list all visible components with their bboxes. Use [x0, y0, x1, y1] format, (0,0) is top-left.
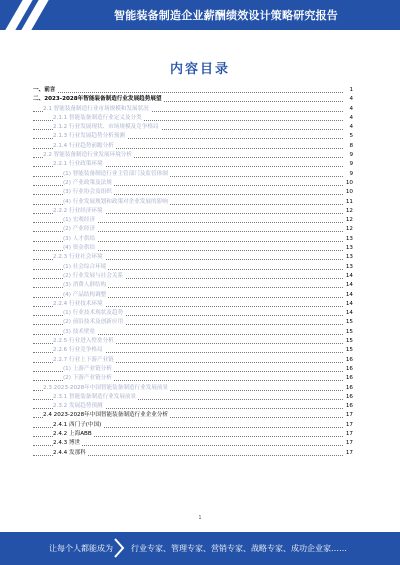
toc-entry-label: 2.4.2 上海ABB	[53, 430, 94, 439]
toc-entry-label: 2.2.2 行业经济环境	[53, 207, 105, 216]
toc-entry-page: 14	[344, 300, 353, 309]
toc-entry-label: 2.4.3 博世	[53, 439, 82, 448]
toc-entry-page: 13	[344, 235, 353, 244]
header-bar	[0, 0, 400, 30]
toc-entry-page: 15	[344, 328, 353, 337]
toc-entry-page: 14	[344, 272, 353, 281]
toc-entry-label: 2.4.1 西门子(中国)	[53, 421, 103, 430]
toc-entry[interactable]	[33, 281, 353, 290]
toc-entry-label: (3) 行业协会及组织	[63, 188, 114, 197]
toc-entry-page: 1	[347, 86, 353, 95]
toc-entry-label: (4) 资金供给	[63, 244, 97, 253]
toc-entry[interactable]	[33, 225, 353, 234]
toc-entry-label: (1) 宏观经济	[63, 216, 97, 225]
footer-bar	[0, 532, 400, 565]
toc-entry-label: 2.3.2 发展趋势预测	[53, 402, 105, 411]
toc-entry-page: 13	[344, 263, 353, 272]
toc-entry-label: (2) 下游产业链分析	[63, 374, 114, 383]
toc-entry-label: 2.2.7 行业上下游产业链	[53, 356, 116, 365]
toc-entry[interactable]	[33, 123, 353, 132]
toc-entry-label: 2.4.4 发那科	[53, 449, 88, 458]
toc-leader-dots	[33, 92, 343, 93]
toc-entry[interactable]	[33, 105, 353, 114]
toc-entry-page: 17	[344, 449, 353, 458]
toc-entry[interactable]	[33, 421, 353, 430]
toc-entry-page: 17	[344, 411, 353, 420]
toc-entry[interactable]	[33, 449, 353, 458]
table-of-contents	[33, 86, 353, 458]
toc-entry-label: 一、前言	[33, 86, 57, 95]
toc-entry[interactable]	[33, 430, 353, 439]
toc-entry[interactable]	[33, 374, 353, 383]
toc-heading: 内容目录	[169, 62, 230, 77]
toc-entry-page: 11	[344, 198, 353, 207]
toc-entry-label: (4) 产品结构调整	[63, 291, 108, 300]
toc-entry[interactable]	[33, 235, 353, 244]
toc-entry-label: 2.3.1 智能装备制造行业发展前景	[53, 393, 138, 402]
toc-entry[interactable]	[33, 328, 353, 337]
toc-entry-label: 二、2023-2028年智能装备制造行业发展趋势展望	[33, 95, 164, 104]
toc-entry-page: 17	[344, 421, 353, 430]
toc-entry-page: 9	[347, 170, 353, 179]
toc-entry-page: 13	[344, 253, 353, 262]
toc-entry[interactable]	[33, 142, 353, 151]
footer-slogan-tail: 行业专家、管理专家、营销专家、战略专家、成功企业家……	[131, 544, 347, 553]
toc-entry[interactable]	[33, 291, 353, 300]
toc-entry[interactable]	[33, 346, 353, 355]
footer-slogan-lead: 让每个人都能成为	[49, 544, 113, 553]
toc-entry-page: 10	[344, 179, 353, 188]
toc-entry-page: 17	[344, 430, 353, 439]
toc-entry[interactable]	[33, 318, 353, 327]
toc-entry-page: 4	[347, 95, 353, 104]
toc-entry[interactable]	[33, 188, 353, 197]
toc-entry-page: 12	[344, 207, 353, 216]
toc-entry[interactable]	[33, 86, 353, 95]
toc-entry[interactable]	[33, 393, 353, 402]
toc-entry[interactable]	[33, 114, 353, 123]
toc-entry-label: (1) 行业技术现状及趋势	[63, 309, 125, 318]
toc-entry[interactable]	[33, 244, 353, 253]
toc-entry-page: 16	[344, 402, 353, 411]
report-title: 智能装备制造企业薪酬绩效设计策略研究报告	[114, 9, 338, 22]
toc-entry[interactable]	[33, 411, 353, 420]
toc-entry[interactable]	[33, 402, 353, 411]
toc-entry-page: 17	[344, 439, 353, 448]
toc-entry-page: 9	[347, 151, 353, 160]
toc-entry-page: 4	[347, 114, 353, 123]
toc-entry-label: (4) 行业发展规划和政策对企业发展的影响	[63, 198, 170, 207]
toc-entry-label: (1) 社会综合环境	[63, 263, 108, 272]
toc-entry-label: 2.1.1 智能装备制造行业定义及分类	[53, 114, 144, 123]
toc-entry-label: 2.4 2023-2028年中国智能装备制造行业企业分析	[43, 411, 170, 420]
toc-entry-page: 15	[344, 318, 353, 327]
toc-entry[interactable]	[33, 207, 353, 216]
toc-entry[interactable]	[33, 309, 353, 318]
toc-entry-label: 2.2.1 行业政策环境	[53, 160, 105, 169]
toc-entry-page: 4	[347, 123, 353, 132]
toc-entry-label: (2) 行业发展与社会关系	[63, 272, 125, 281]
toc-entry-label: (3) 技术壁垒	[63, 328, 97, 337]
toc-entry-page: 16	[344, 393, 353, 402]
toc-entry[interactable]	[33, 439, 353, 448]
toc-entry[interactable]	[33, 95, 353, 104]
toc-entry-page: 14	[344, 309, 353, 318]
toc-entry-page: 16	[344, 356, 353, 365]
toc-entry-label: 2.2.5 行业进入壁垒分析	[53, 337, 116, 346]
toc-entry[interactable]	[33, 263, 353, 272]
toc-entry-label: (3) 人才供给	[63, 235, 97, 244]
toc-entry-label: (2) 前沿技术及创新应用	[63, 318, 125, 327]
toc-entry-label: 2.1 智能装备制造行业市场规模和发展状况	[43, 105, 151, 114]
toc-entry-label: 2.1.3 行业发展趋势分析预测	[53, 132, 127, 141]
chevron-right-icon	[113, 537, 125, 559]
toc-entry-label: 2.3 2023-2028年中国智能装备制造行业发展前景	[43, 384, 170, 393]
toc-entry-page: 9	[347, 160, 353, 169]
toc-entry-page: 10	[344, 188, 353, 197]
toc-entry-page: 12	[344, 216, 353, 225]
toc-entry[interactable]	[33, 179, 353, 188]
toc-entry-page: 13	[344, 244, 353, 253]
toc-entry[interactable]	[33, 253, 353, 262]
toc-entry[interactable]	[33, 198, 353, 207]
toc-entry[interactable]	[33, 365, 353, 374]
toc-entry-label: 2.1.4 行业趋势前瞻分析	[53, 142, 116, 151]
toc-entry-label: 2.1.2 行业发展现状、市场规模及竞争格局	[53, 123, 161, 132]
toc-entry-page: 12	[344, 225, 353, 234]
toc-entry[interactable]	[33, 170, 353, 179]
toc-entry-page: 16	[344, 365, 353, 374]
page-number: 1	[198, 515, 202, 521]
toc-entry-label: 2.2 智能装备制造行业发展环境分析	[43, 151, 134, 160]
toc-entry-page: 15	[344, 337, 353, 346]
toc-entry[interactable]	[33, 151, 353, 160]
toc-entry-page: 14	[344, 291, 353, 300]
toc-entry-label: (2) 产业经济	[63, 225, 97, 234]
toc-entry[interactable]	[33, 337, 353, 346]
toc-entry-page: 5	[347, 132, 353, 141]
toc-entry-label: (2) 产业政策及法规	[63, 179, 114, 188]
toc-entry-label: 2.2.4 行业技术环境	[53, 300, 105, 309]
toc-entry[interactable]	[33, 216, 353, 225]
toc-entry-label: 2.2.3 行业社会环境	[53, 253, 105, 262]
toc-entry[interactable]	[33, 132, 353, 141]
toc-entry-page: 4	[347, 105, 353, 114]
toc-entry[interactable]	[33, 300, 353, 309]
toc-entry-page: 16	[344, 374, 353, 383]
toc-entry-label: (1) 智能装备制造行业主管部门及监管体制	[63, 170, 170, 179]
toc-entry-page: 15	[344, 346, 353, 355]
toc-entry[interactable]	[33, 384, 353, 393]
toc-entry-page: 16	[344, 384, 353, 393]
toc-entry-page: 8	[347, 142, 353, 151]
toc-entry[interactable]	[33, 356, 353, 365]
toc-entry-label: 2.2.6 行业竞争格局	[53, 346, 105, 355]
toc-entry[interactable]	[33, 160, 353, 169]
toc-entry-label: (1) 上游产业链分析	[63, 365, 114, 374]
toc-entry[interactable]	[33, 272, 353, 281]
toc-entry-label: (3) 消费人群结构	[63, 281, 108, 290]
toc-entry-page: 14	[344, 281, 353, 290]
